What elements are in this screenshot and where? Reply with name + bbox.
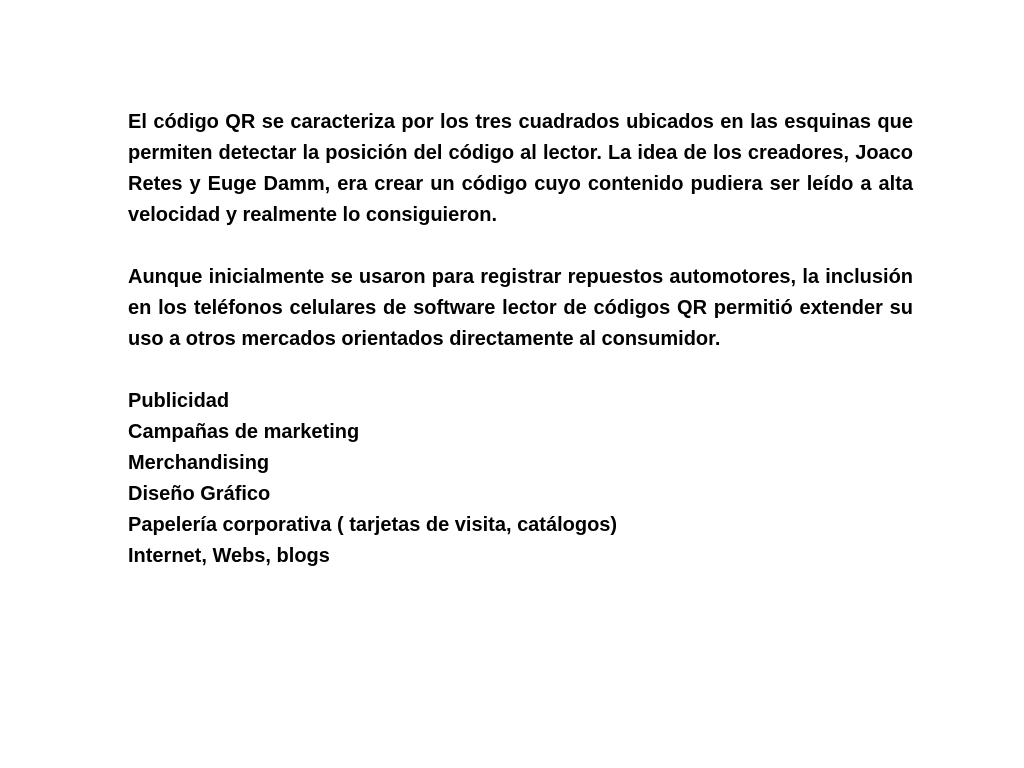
uses-list-item: Internet, Webs, blogs	[128, 545, 330, 567]
uses-list-item: Campañas de marketing	[128, 421, 360, 443]
paragraph-spacer	[128, 355, 913, 386]
uses-list-item: Merchandising	[128, 452, 270, 474]
slide-content	[128, 107, 913, 572]
paragraph-qr-adoption: Aunque inicialmente se usaron para registrar repuestos automotores, la inclusión en los teléfonos celulares de software lector de códigos QR permitió extender su uso a otros mercados orientados directamente al consumidor.	[128, 266, 913, 350]
uses-list-item: Papelería corporativa ( tarjetas de visita, catálogos)	[128, 514, 618, 536]
uses-list-item: Publicidad	[128, 390, 230, 412]
paragraph-qr-description: El código QR se caracteriza por los tres cuadrados ubicados en las esquinas que permiten detectar la posición del código al lector. La idea de los creadores, Joaco Retes y Euge Damm, era crear un código cuyo contenido pudiera ser leído a alta velocidad y realmente lo consiguieron.	[128, 111, 913, 226]
uses-list	[128, 386, 913, 572]
uses-list-item: Diseño Gráfico	[128, 483, 271, 505]
paragraph-spacer	[128, 231, 913, 262]
